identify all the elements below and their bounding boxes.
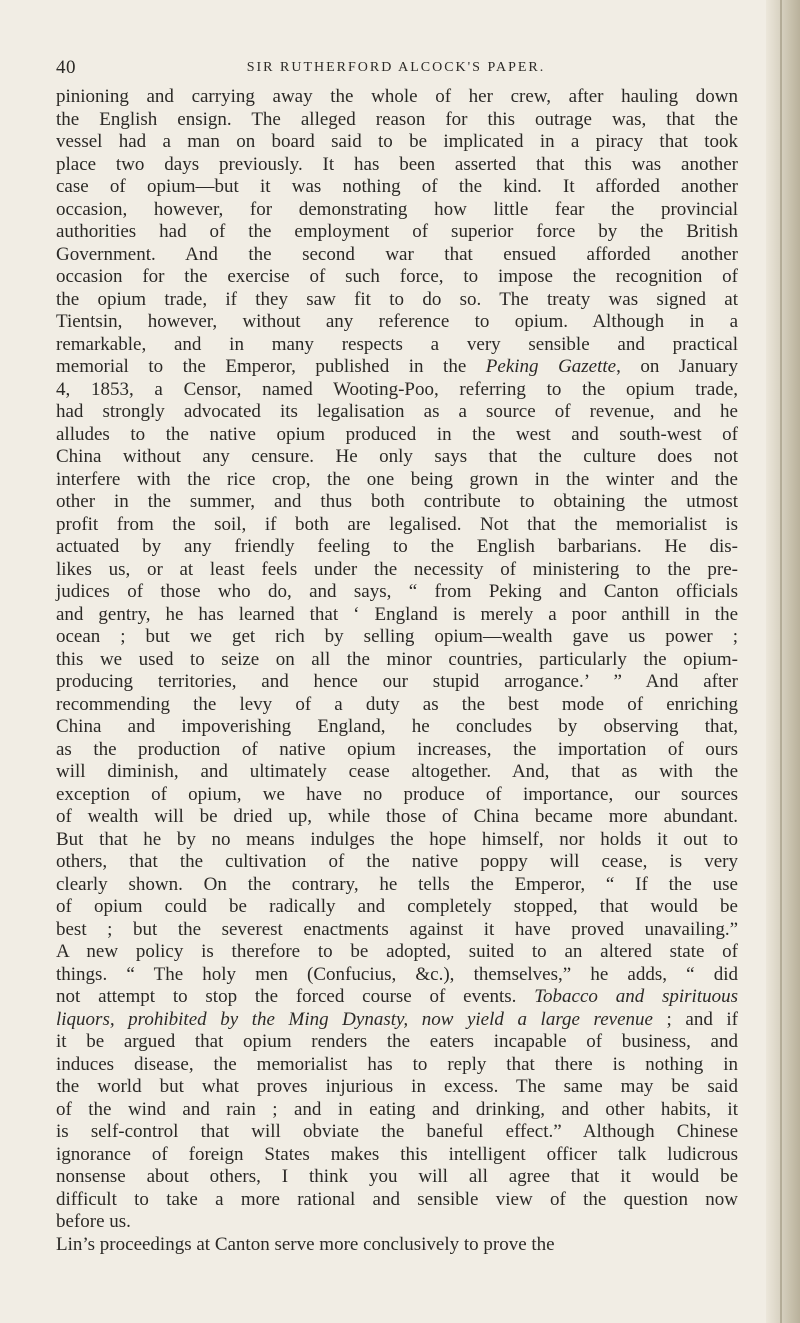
text-segment: authorities had of the employment of superior force by the British	[56, 221, 738, 242]
text-segment: ignorance of foreign States makes this intelligent officer talk ludicrous	[56, 1143, 738, 1165]
text-segment: Lin’s proceedings at Canton serve more conclusively to prove the	[56, 1233, 555, 1255]
text-line	[56, 1189, 738, 1212]
italic-text: liquors, prohibited by the Ming Dynasty, now yield a large revenue	[56, 1008, 653, 1030]
text-line	[56, 356, 738, 379]
text-line	[56, 109, 738, 132]
text-segment: China and impoverishing England, he concludes by observing that,	[56, 716, 738, 737]
text-segment: judices of those who do, and says, “ from Peking and Canton officials	[56, 581, 738, 602]
text-segment: difficult to take a more rational and sensible view of the question now	[56, 1188, 738, 1210]
text-segment: pinioning and carrying away the whole of her crew, after hauling down	[56, 86, 738, 107]
text-line	[56, 1009, 738, 1032]
text-segment: of wealth will be dried up, while those of China became more abundant.	[56, 806, 738, 827]
text-segment: occasion, however, for demonstrating how little fear the provincial	[56, 198, 738, 220]
text-line	[56, 1031, 738, 1054]
text-line	[56, 649, 738, 672]
text-segment: things. “ The holy men (Confucius, &c.), themselves,” he adds, “ did	[56, 963, 738, 985]
text-line	[56, 244, 738, 267]
text-segment: best ; but the severest enactments against it have proved unavailing.”	[56, 918, 738, 940]
text-segment: Government. And the second war that ensued afforded another	[56, 243, 738, 265]
text-segment: profit from the soil, if both are legalised. Not that the memorialist is	[56, 513, 738, 535]
page-header	[56, 57, 736, 81]
text-segment: this we used to seize on all the minor countries, particularly the opium-	[56, 648, 738, 670]
text-line	[56, 694, 738, 717]
text-line	[56, 266, 738, 289]
text-line	[56, 626, 738, 649]
text-segment: the English ensign. The alleged reason for this outrage was, that the	[56, 108, 738, 130]
text-line	[56, 671, 738, 694]
text-line	[56, 739, 738, 762]
text-segment: China without any censure. He only says that the culture does not	[56, 446, 738, 467]
text-segment: alludes to the native opium produced in the west and south-west of	[56, 423, 738, 445]
text-line	[56, 131, 738, 154]
page-number: 40	[56, 57, 76, 78]
text-line	[56, 874, 738, 897]
text-line	[56, 896, 738, 919]
text-segment: ocean ; but we get rich by selling opium—wealth gave us power ;	[56, 626, 738, 647]
body-text	[56, 86, 738, 1256]
text-line	[56, 424, 738, 447]
text-line	[56, 1166, 738, 1189]
text-line	[56, 784, 738, 807]
text-line	[56, 941, 738, 964]
text-segment: remarkable, and in many respects a very sensible and practical	[56, 333, 738, 355]
text-segment: case of opium—but it was nothing of the kind. It afforded another	[56, 176, 738, 197]
text-line	[56, 1054, 738, 1077]
text-segment: recommending the levy of a duty as the best mode of enriching	[56, 693, 738, 715]
text-segment: it be argued that opium renders the eaters incapable of business, and	[56, 1031, 738, 1052]
text-line	[56, 1211, 738, 1234]
text-segment: occasion for the exercise of such force, to impose the recognition of	[56, 266, 738, 287]
text-segment: memorial to the Emperor, published in the	[56, 356, 486, 377]
text-line	[56, 446, 738, 469]
text-segment: producing territories, and hence our stupid arrogance.’ ” And after	[56, 671, 738, 692]
text-segment: not attempt to stop the forced course of events.	[56, 986, 535, 1007]
italic-text: Tobacco and spirituous	[534, 986, 738, 1007]
text-segment: and gentry, he has learned that ‘ England is merely a poor anthill in the	[56, 603, 738, 625]
text-segment: A new policy is therefore to be adopted, suited to an altered state of	[56, 941, 738, 962]
text-line	[56, 311, 738, 334]
text-segment: other in the summer, and thus both contribute to obtaining the utmost	[56, 491, 738, 512]
text-line	[56, 1144, 738, 1167]
text-line	[56, 559, 738, 582]
text-segment: 4, 1853, a Censor, named Wooting-Poo, referring to the opium trade,	[56, 378, 738, 400]
running-head: SIR RUTHERFORD ALCOCK'S PAPER.	[246, 60, 546, 75]
text-line	[56, 401, 738, 424]
text-line	[56, 919, 738, 942]
text-line	[56, 1099, 738, 1122]
text-line	[56, 829, 738, 852]
page-gutter-line	[780, 0, 782, 1323]
text-segment: vessel had a man on board said to be implicated in a piracy that took	[56, 131, 738, 152]
text-segment: the world but what proves injurious in excess. The same may be said	[56, 1076, 738, 1097]
text-line	[56, 761, 738, 784]
text-line	[56, 154, 738, 177]
text-segment: had strongly advocated its legalisation as a source of revenue, and he	[56, 401, 738, 422]
text-segment: before us.	[56, 1211, 131, 1232]
text-line	[56, 176, 738, 199]
text-segment: ; and if	[652, 1008, 738, 1030]
text-segment: likes us, or at least feels under the necessity of ministering to the pre-	[56, 558, 738, 580]
text-segment: Tientsin, however, without any reference to opium. Although in a	[56, 311, 738, 332]
text-segment: others, that the cultivation of the native poppy will cease, is very	[56, 851, 738, 872]
text-line	[56, 469, 738, 492]
text-segment: of the wind and rain ; and in eating and drinking, and other habits, it	[56, 1098, 738, 1120]
text-segment: interfere with the rice crop, the one being grown in the winter and the	[56, 468, 738, 490]
text-segment: will diminish, and ultimately cease altogether. And, that as with the	[56, 761, 738, 782]
text-line	[56, 716, 738, 739]
text-line	[56, 289, 738, 312]
text-line	[56, 199, 738, 222]
text-line	[56, 604, 738, 627]
text-segment: is self-control that will obviate the baneful effect.” Although Chinese	[56, 1121, 738, 1142]
text-segment: place two days previously. It has been asserted that this was another	[56, 153, 738, 175]
text-line	[56, 379, 738, 402]
text-line	[56, 86, 738, 109]
text-segment: actuated by any friendly feeling to the English barbarians. He dis-	[56, 536, 738, 557]
text-segment: exception of opium, we have no produce of importance, our sources	[56, 783, 738, 805]
text-line	[56, 1076, 738, 1099]
text-segment: of opium could be radically and completely stopped, that would be	[56, 896, 738, 917]
text-line	[56, 1121, 738, 1144]
text-segment: induces disease, the memorialist has to reply that there is nothing in	[56, 1053, 738, 1075]
page-edge	[766, 0, 800, 1323]
text-line	[56, 1234, 738, 1257]
text-segment: But that he by no means indulges the hope himself, nor holds it out to	[56, 828, 738, 850]
text-line	[56, 986, 738, 1009]
text-line	[56, 491, 738, 514]
text-line	[56, 806, 738, 829]
text-segment: nonsense about others, I think you will all agree that it would be	[56, 1166, 738, 1187]
text-line	[56, 221, 738, 244]
text-line	[56, 334, 738, 357]
text-line	[56, 536, 738, 559]
text-segment: , on January	[616, 356, 738, 377]
italic-text: Peking Gazette	[485, 356, 617, 377]
text-line	[56, 851, 738, 874]
text-segment: as the production of native opium increases, the importation of ours	[56, 738, 738, 760]
text-line	[56, 964, 738, 987]
text-segment: the opium trade, if they saw fit to do so. The treaty was signed at	[56, 288, 738, 310]
text-segment: clearly shown. On the contrary, he tells the Emperor, “ If the use	[56, 873, 738, 895]
text-line	[56, 514, 738, 537]
text-line	[56, 581, 738, 604]
